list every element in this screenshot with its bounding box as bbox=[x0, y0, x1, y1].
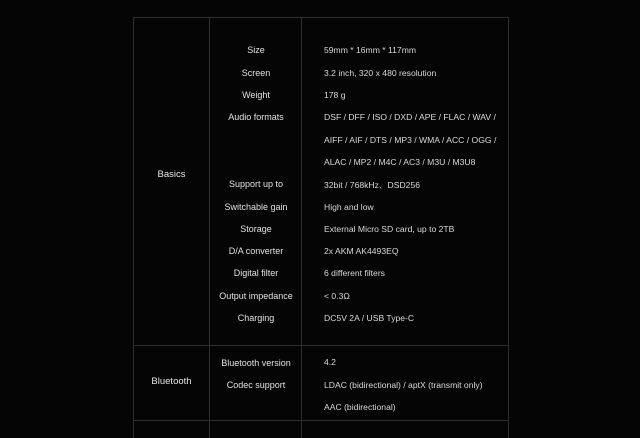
category-basics: Basics bbox=[157, 169, 186, 180]
spec-value: AIFF / AIF / DTS / MP3 / WMA / ACC / OGG / bbox=[324, 135, 497, 145]
spec-value: LDAC (bidirectional) / aptX (transmit only) bbox=[324, 380, 483, 390]
spec-label: Support up to bbox=[228, 179, 284, 189]
row-divider bbox=[134, 420, 508, 421]
spec-label: D/A converter bbox=[228, 246, 284, 256]
spec-value: 3.2 inch, 320 x 480 resolution bbox=[324, 68, 437, 78]
spec-value: 178 g bbox=[324, 90, 346, 100]
spec-value: DSF / DFF / ISO / DXD / APE / FLAC / WAV / bbox=[324, 112, 496, 122]
spec-value: 2x AKM AK4493EQ bbox=[324, 246, 399, 256]
spec-label: Storage bbox=[240, 224, 272, 234]
spec-label: Screen bbox=[241, 68, 271, 78]
spec-value: < 0.3Ω bbox=[324, 291, 350, 301]
spec-label: Bluetooth version bbox=[221, 358, 291, 368]
spec-value: 59mm * 16mm * 117mm bbox=[324, 45, 417, 55]
spec-value: External Micro SD card, up to 2TB bbox=[324, 224, 455, 234]
spec-value: 4.2 bbox=[324, 357, 336, 367]
spec-label: Switchable gain bbox=[224, 202, 288, 212]
spec-label: Size bbox=[247, 45, 265, 55]
spec-value: ALAC / MP2 / M4C / AC3 / M3U / M3U8 bbox=[324, 157, 476, 167]
spec-value: 6 different filters bbox=[324, 268, 385, 278]
spec-label: Digital filter bbox=[233, 268, 279, 278]
spec-table bbox=[133, 17, 509, 438]
row-divider bbox=[134, 345, 508, 346]
spec-value: High and low bbox=[324, 202, 374, 212]
spec-value: 32bit / 768kHz、DSD256 bbox=[324, 180, 421, 190]
spec-value: AAC (bidirectional) bbox=[324, 402, 396, 412]
spec-label: Output impedance bbox=[219, 291, 293, 301]
spec-label: Charging bbox=[237, 313, 275, 323]
spec-label: Audio formats bbox=[228, 112, 284, 122]
category-bluetooth: Bluetooth bbox=[151, 376, 192, 387]
spec-value: DC5V 2A / USB Type-C bbox=[324, 313, 415, 323]
spec-label: Codec support bbox=[226, 380, 286, 390]
spec-label: Weight bbox=[242, 90, 270, 100]
